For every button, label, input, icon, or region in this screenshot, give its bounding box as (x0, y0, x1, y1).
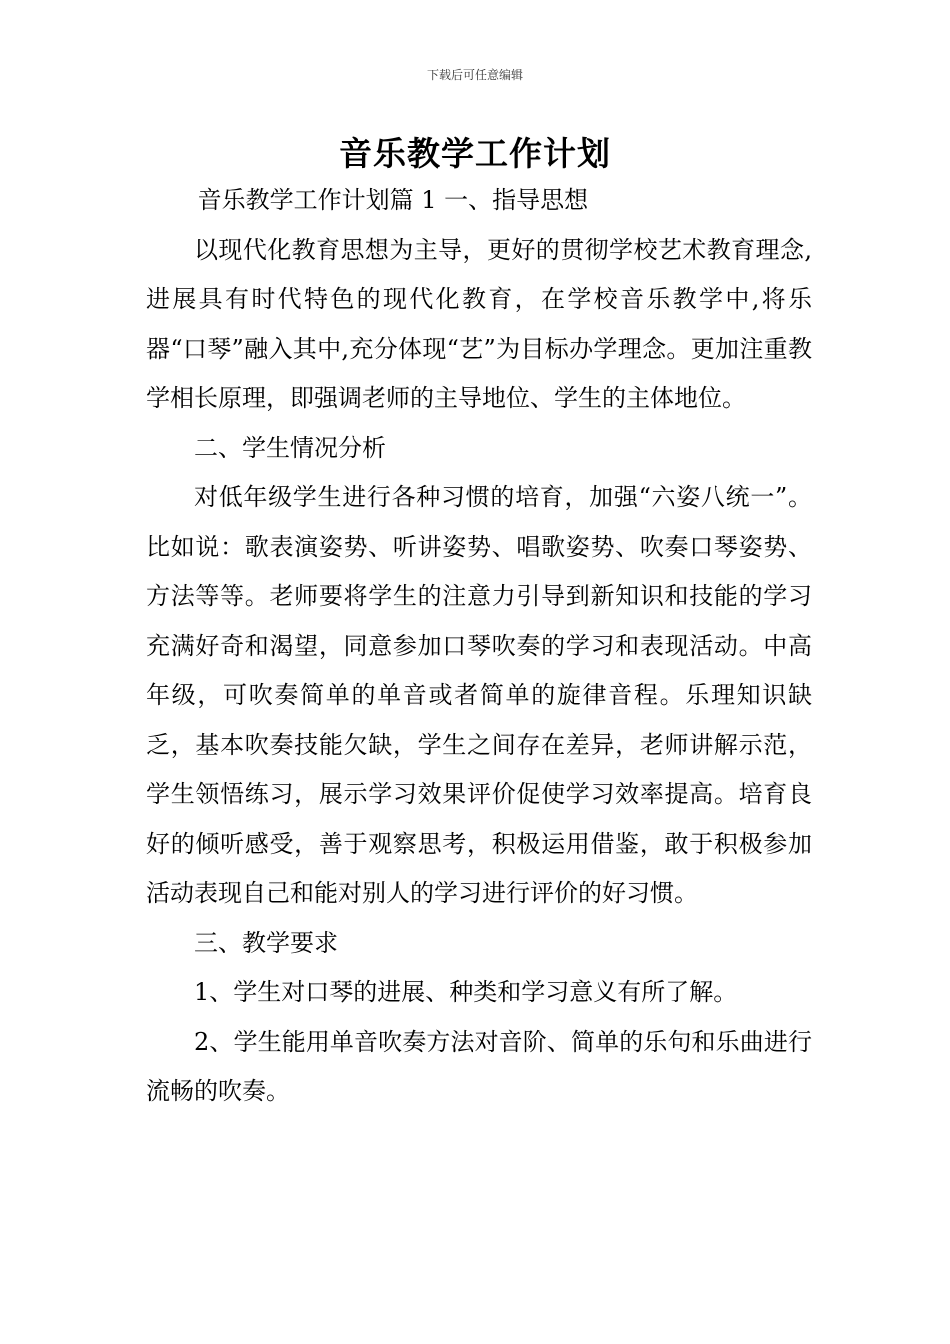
document-body (146, 176, 812, 1117)
requirement-item-2: 2、学生能用单音吹奏方法对音阶、简单的乐句和乐曲进行流畅的吹奏。 (146, 1027, 812, 1105)
page-header-note: 下载后可任意编辑 (426, 68, 523, 82)
document-title: 音乐教学工作计划 (339, 134, 611, 173)
section-heading-teaching-requirements: 三、教学要求 (194, 928, 338, 957)
requirement-item-1: 1、学生对口琴的进展、种类和学习意义有所了解。 (194, 978, 738, 1006)
paragraph-guiding-thought: 以现代化教育思想为主导，更好的贯彻学校艺术教育理念,进展具有时代特色的现代化教育，在学校音乐教学中,将乐器“口琴”融入其中,充分体现“艺”为目标办学理念。更加注重教学相长原理，即强调老师的主导地位、学生的主体地位。 (146, 235, 812, 412)
paragraph-student-analysis: 对低年级学生进行各种习惯的培育，加强“六姿八统一”。比如说：歌表演姿势、听讲姿势、唱歌姿势、吹奏口琴姿势、方法等等。老师要将学生的注意力引导到新知识和技能的学习充满好奇和渴望，同意参加口琴吹奏的学习和表现活动。中高年级，可吹奏简单的单音或者简单的旋律音程。乐理知识缺乏，基本吹奏技能欠缺，学生之间存在差异，老师讲解示范，学生领悟练习，展示学习效果评价促使学习效率提高。培育良好的倾听感受，善于观察思考，积极运用借鉴，敢于积极参加活动表现自己和能对别人的学习进行评价的好习惯。 (146, 483, 812, 907)
section-heading-student-analysis: 二、学生情况分析 (194, 433, 386, 462)
section-heading-guiding-thought: 音乐教学工作计划篇 1 一、指导思想 (197, 186, 589, 214)
